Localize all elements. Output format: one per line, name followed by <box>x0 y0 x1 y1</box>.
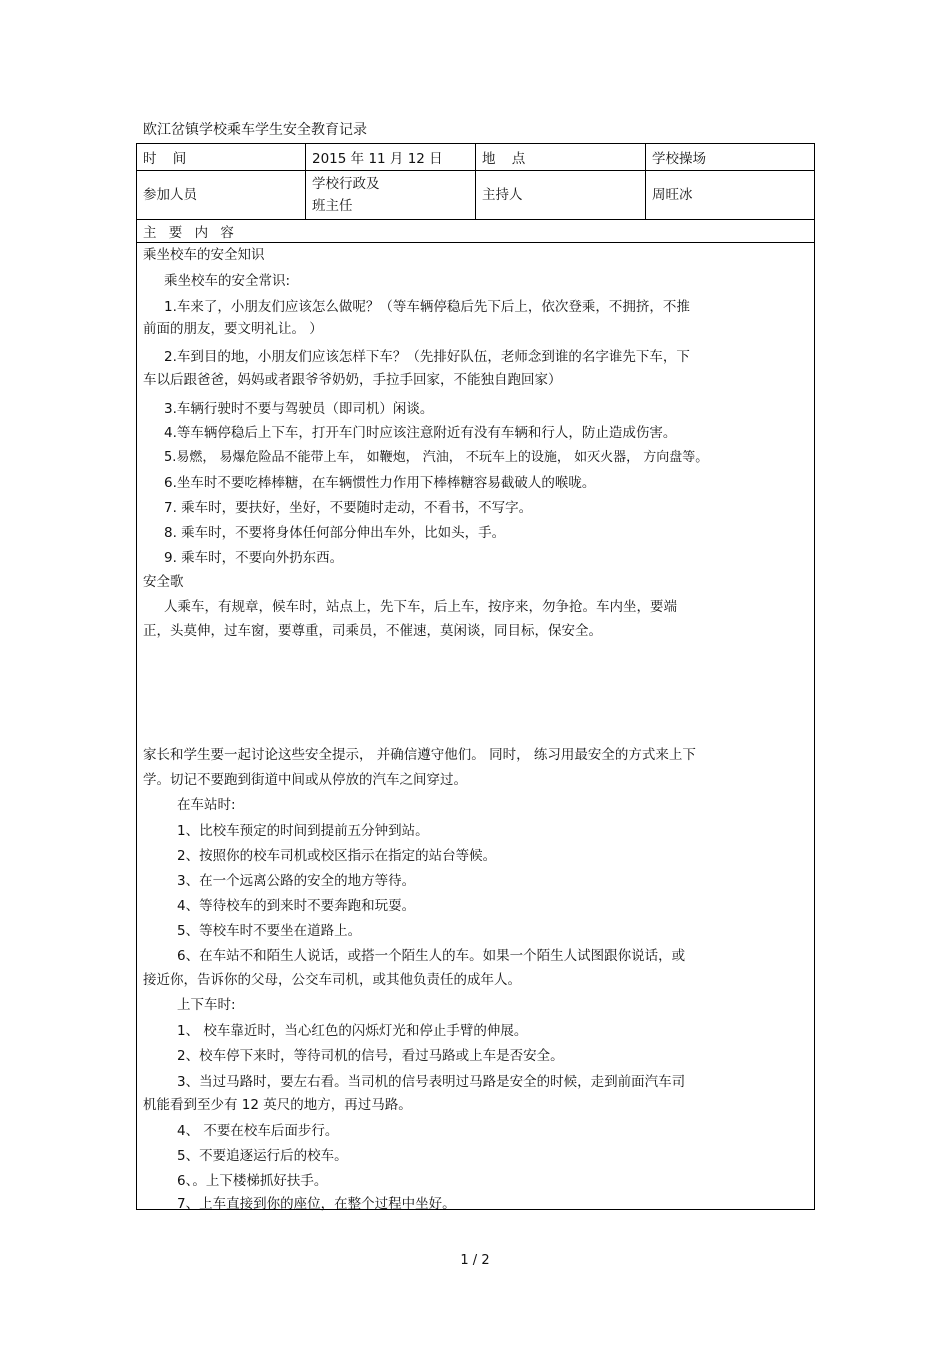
page-title: 欧江岔镇学校乘车学生安全教育记录 <box>143 122 367 138</box>
participants-value-line-1: 学校行政及 <box>312 176 380 192</box>
content-line: 1.车来了，小朋友们应该怎么做呢？（等车辆停稳后先下后上，依次登乘，不拥挤，不推 <box>164 299 690 315</box>
content-line: 乘坐校车的安全常识: <box>164 273 291 289</box>
content-line: 家长和学生要一起讨论这些安全提示， 并确信遵守他们。 同时， 练习用最安全的方式来上下 <box>143 747 696 763</box>
content-line: 机能看到至少有 12 英尺的地方，再过马路。 <box>143 1097 412 1113</box>
host-label: 主持人 <box>476 171 646 220</box>
content-line: 2、校车停下来时，等待司机的信号，看过马路或上车是否安全。 <box>177 1048 564 1064</box>
content-line: 车以后跟爸爸，妈妈或者跟爷爷奶奶，手拉手回家，不能独自跑回家） <box>143 372 562 388</box>
content-line: 接近你，告诉你的父母，公交车司机，或其他负责任的成年人。 <box>143 972 521 988</box>
page-number: 1 / 2 <box>460 1253 490 1268</box>
content-line: 人乘车，有规章，候车时，站点上，先下车，后上车，按序来，勿争抢。车内坐，要端 <box>164 599 677 615</box>
participants-label: 参加人员 <box>137 171 306 220</box>
content-line: 2.车到目的地，小朋友们应该怎样下车？（先排好队伍，老师念到谁的名字谁先下车，下 <box>164 349 690 365</box>
content-line: 3、在一个远离公路的安全的地方等待。 <box>177 873 416 889</box>
content-line: 1、比校车预定的时间到提前五分钟到站。 <box>177 823 429 839</box>
content-line: 3、当过马路时，要左右看。当司机的信号表明过马路是安全的时候，走到前面汽车司 <box>177 1074 686 1090</box>
content-line: 上下车时: <box>177 997 236 1013</box>
content-line: 2、按照你的校车司机或校区指示在指定的站台等候。 <box>177 848 497 864</box>
time-value: 2015 年 11 月 12 日 <box>306 144 476 171</box>
content-line: 5、等校车时不要坐在道路上。 <box>177 923 362 939</box>
host-value: 周旺冰 <box>646 171 815 220</box>
content-line: 4.等车辆停稳后上下车，打开车门时应该注意附近有没有车辆和行人，防止造成伤害。 <box>164 425 677 441</box>
time-label: 时 间 <box>137 144 306 171</box>
content-line: 安全歌 <box>143 574 184 590</box>
content-line: 6、。上下楼梯抓好扶手。 <box>177 1173 328 1189</box>
place-label: 地 点 <box>476 144 646 171</box>
content-line: 乘坐校车的安全知识 <box>143 247 265 263</box>
content-line: 前面的朋友，要文明礼让。 ） <box>143 321 323 337</box>
content-line: 3.车辆行驶时不要与驾驶员（即司机）闲谈。 <box>164 401 434 417</box>
content-line: 6、在车站不和陌生人说话，或搭一个陌生人的车。如果一个陌生人试图跟你说话，或 <box>177 948 686 964</box>
participants-value <box>306 171 476 220</box>
content-line: 9. 乘车时，不要向外扔东西。 <box>164 550 344 566</box>
table-row <box>137 220 815 243</box>
record-table <box>136 143 815 1210</box>
content-line: 4、 不要在校车后面步行。 <box>177 1123 339 1139</box>
content-line: 5、不要追逐运行后的校车。 <box>177 1148 348 1164</box>
content-line: 7、上车直接到你的座位，在整个过程中坐好。 <box>177 1196 456 1212</box>
main-content-label: 主 要 内 容 <box>137 220 815 243</box>
content-line: 在车站时: <box>177 797 236 813</box>
table-row <box>137 171 815 220</box>
table-row <box>137 243 815 1210</box>
content-line: 6.坐车时不要吃棒棒糖，在车辆惯性力作用下棒棒糖容易截破人的喉咙。 <box>164 475 596 491</box>
content-line: 学。切记不要跑到街道中间或从停放的汽车之间穿过。 <box>143 772 467 788</box>
content-line: 7. 乘车时，要扶好，坐好，不要随时走动，不看书，不写字。 <box>164 500 533 516</box>
participants-value-line-2: 班主任 <box>312 198 353 214</box>
content-line: 正，头莫伸，过车窗，要尊重，司乘员，不催速，莫闲谈，同目标，保安全。 <box>143 623 602 639</box>
place-value: 学校操场 <box>646 144 815 171</box>
main-content-body <box>137 243 815 1210</box>
content-line: 4、等待校车的到来时不要奔跑和玩耍。 <box>177 898 416 914</box>
content-line: 5.易燃， 易爆危险品不能带上车， 如鞭炮， 汽油， 不玩车上的设施， 如灭火器， 方向盘等。 <box>164 450 709 465</box>
table-row <box>137 144 815 171</box>
content-line: 8. 乘车时，不要将身体任何部分伸出车外，比如头，手。 <box>164 525 506 541</box>
content-line: 1、 校车靠近时，当心红色的闪烁灯光和停止手臂的伸展。 <box>177 1023 528 1039</box>
